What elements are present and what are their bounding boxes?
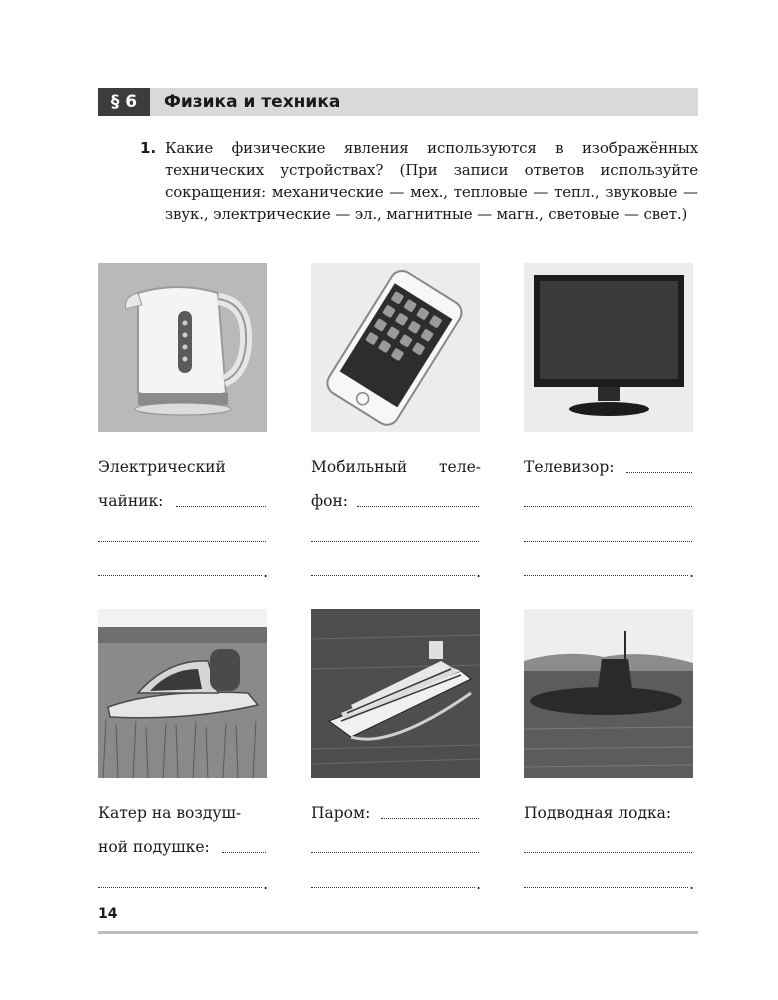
answer-line[interactable] [222,852,266,853]
answer-line[interactable] [98,887,262,888]
footer-divider [98,931,698,934]
ferry-icon [311,609,480,778]
answer-period: . [689,562,695,581]
caption-line: Катер на воздуш- [98,804,242,822]
answer-line[interactable] [311,575,475,576]
answer-line[interactable] [524,852,692,853]
answer-line[interactable] [98,575,262,576]
answer-line[interactable] [176,506,266,507]
answer-period: . [263,562,269,581]
answer-line[interactable] [524,506,692,507]
caption-line: ной подушке: [98,838,210,856]
answer-line[interactable] [626,472,692,473]
answer-period: . [476,874,482,893]
caption-line: Мобильный [311,458,408,476]
caption-line: чайник: [98,492,164,510]
answer-period: . [689,874,695,893]
caption-line: теле- [438,458,481,476]
section-header [98,88,698,116]
caption-line: Электрический [98,458,226,476]
caption-line: Подводная лодка: [524,804,672,822]
answer-line[interactable] [524,887,688,888]
answer-line[interactable] [311,852,479,853]
task-number: 1. [140,139,157,157]
caption-line: Паром: [311,804,371,822]
answer-line[interactable] [311,887,475,888]
section-title: Физика и техника [164,92,341,112]
section-number: § 6 [98,88,150,116]
answer-line[interactable] [524,575,688,576]
answer-line[interactable] [381,818,479,819]
caption-line: фон: [311,492,349,510]
answer-line[interactable] [357,506,479,507]
electric-kettle-icon [98,263,267,432]
page-number: 14 [98,906,118,922]
answer-line[interactable] [524,541,692,542]
television-icon [524,263,693,432]
task-text: Какие физические явления используются в изображённых технических устройствах? (При записи ответов используйте сокращения: механические — мех., тепловые — тепл., звуковые — звук., электрические — эл., магнитные — магн., световые — свет.) [165,139,698,223]
answer-period: . [263,874,269,893]
answer-period: . [476,562,482,581]
answer-line[interactable] [311,541,479,542]
submarine-icon [524,609,693,778]
caption-line: Телевизор: [524,458,615,476]
mobile-phone-icon [311,263,480,432]
hovercraft-icon [98,609,267,778]
answer-line[interactable] [98,541,266,542]
